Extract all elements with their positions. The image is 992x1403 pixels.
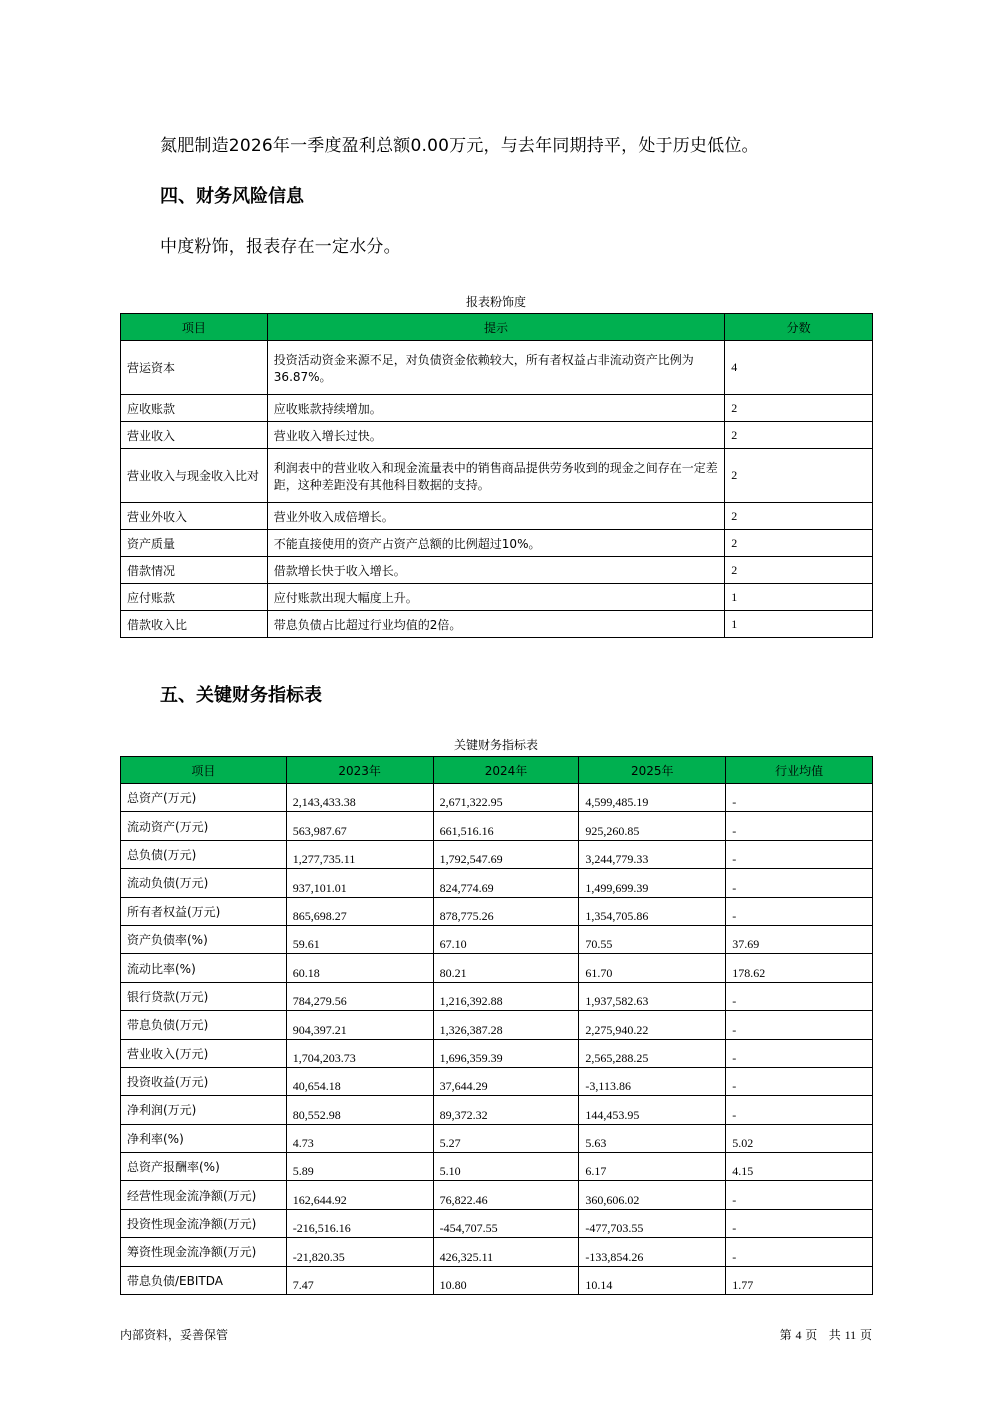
kpi-row-2024: 661,516.16 xyxy=(433,812,579,840)
kpi-row-2023: 904,397.21 xyxy=(286,1011,433,1039)
kpi-col-2025: 2025年 xyxy=(579,757,726,784)
kpi-col-average: 行业均值 xyxy=(726,757,873,784)
risk-row-item: 应收账款 xyxy=(121,395,268,422)
kpi-row-2025: -477,703.55 xyxy=(579,1209,726,1237)
risk-table-row xyxy=(121,530,873,557)
risk-row-score: 2 xyxy=(725,395,873,422)
kpi-row-average: - xyxy=(726,897,873,925)
kpi-row-2024: 67.10 xyxy=(433,925,579,953)
risk-row-score: 2 xyxy=(725,503,873,530)
risk-table-caption: 报表粉饰度 xyxy=(465,295,526,309)
kpi-row-2024: 2,671,322.95 xyxy=(433,784,579,812)
kpi-row-2024: 878,775.26 xyxy=(433,897,579,925)
kpi-row-2024: 426,325.11 xyxy=(433,1238,579,1266)
kpi-row-2023: 162,644.92 xyxy=(286,1181,433,1209)
kpi-row-item: 营业收入(万元) xyxy=(121,1039,287,1067)
kpi-row-2023: -216,516.16 xyxy=(286,1209,433,1237)
risk-table-row xyxy=(121,611,873,638)
risk-table xyxy=(120,313,873,638)
section-4-heading: 四、财务风险信息 xyxy=(160,186,304,207)
section-5-heading: 五、关键财务指标表 xyxy=(160,685,322,706)
risk-row-score: 2 xyxy=(725,530,873,557)
kpi-row-2024: 1,696,359.39 xyxy=(433,1039,579,1067)
kpi-row-2023: -21,820.35 xyxy=(286,1238,433,1266)
kpi-row-2025: 1,354,705.86 xyxy=(579,897,726,925)
risk-row-tip: 带息负债占比超过行业均值的2倍。 xyxy=(267,611,724,638)
kpi-row-2025: 6.17 xyxy=(579,1153,726,1181)
risk-row-item: 营运资本 xyxy=(121,341,268,395)
risk-row-score: 2 xyxy=(725,557,873,584)
kpi-table-row xyxy=(121,1238,873,1266)
kpi-row-average: - xyxy=(726,1209,873,1237)
kpi-row-average: - xyxy=(726,1181,873,1209)
kpi-col-item: 项目 xyxy=(121,757,287,784)
risk-row-score: 4 xyxy=(725,341,873,395)
kpi-row-2024: 89,372.32 xyxy=(433,1096,579,1124)
kpi-row-2024: 1,792,547.69 xyxy=(433,840,579,868)
kpi-row-2024: 37,644.29 xyxy=(433,1067,579,1095)
kpi-row-2024: -454,707.55 xyxy=(433,1209,579,1237)
kpi-row-average: 37.69 xyxy=(726,925,873,953)
kpi-row-2024: 76,822.46 xyxy=(433,1181,579,1209)
risk-row-tip: 应收账款持续增加。 xyxy=(267,395,724,422)
risk-row-item: 借款情况 xyxy=(121,557,268,584)
risk-row-tip: 营业收入增长过快。 xyxy=(267,422,724,449)
kpi-row-2025: 10.14 xyxy=(579,1266,726,1294)
kpi-row-2025: 4,599,485.19 xyxy=(579,784,726,812)
kpi-row-item: 带息负债/EBITDA xyxy=(121,1266,287,1294)
kpi-table-header xyxy=(121,757,873,784)
kpi-table-row xyxy=(121,840,873,868)
footer-page-suffix: 页 xyxy=(859,1328,872,1342)
risk-row-score: 1 xyxy=(725,611,873,638)
footer-page-prefix: 第 xyxy=(779,1328,792,1342)
risk-row-tip: 借款增长快于收入增长。 xyxy=(267,557,724,584)
kpi-row-2025: 925,260.85 xyxy=(579,812,726,840)
kpi-row-item: 筹资性现金流净额(万元) xyxy=(121,1238,287,1266)
kpi-table-row xyxy=(121,869,873,897)
risk-col-item: 项目 xyxy=(121,314,268,341)
kpi-table-row xyxy=(121,1153,873,1181)
kpi-row-item: 流动资产(万元) xyxy=(121,812,287,840)
kpi-row-2025: 360,606.02 xyxy=(579,1181,726,1209)
kpi-row-2025: 3,244,779.33 xyxy=(579,840,726,868)
risk-row-score: 2 xyxy=(725,449,873,503)
kpi-row-average: - xyxy=(726,1096,873,1124)
footer-page-mid: 页 xyxy=(805,1328,818,1342)
risk-row-score: 2 xyxy=(725,422,873,449)
risk-row-tip: 不能直接使用的资产占资产总额的比例超过10%。 xyxy=(267,530,724,557)
kpi-row-2023: 7.47 xyxy=(286,1266,433,1294)
kpi-row-average: - xyxy=(726,869,873,897)
risk-row-score: 1 xyxy=(725,584,873,611)
risk-row-item: 营业收入与现金收入比对 xyxy=(121,449,268,503)
risk-row-item: 借款收入比 xyxy=(121,611,268,638)
kpi-row-2024: 5.27 xyxy=(433,1124,579,1152)
kpi-row-2023: 2,143,433.38 xyxy=(286,784,433,812)
kpi-table-row xyxy=(121,1067,873,1095)
kpi-row-average: - xyxy=(726,1039,873,1067)
kpi-row-2024: 10.80 xyxy=(433,1266,579,1294)
kpi-row-2024: 824,774.69 xyxy=(433,869,579,897)
kpi-row-item: 银行贷款(万元) xyxy=(121,982,287,1010)
risk-table-row xyxy=(121,584,873,611)
kpi-table-row xyxy=(121,1124,873,1152)
kpi-table-row xyxy=(121,897,873,925)
risk-table-header xyxy=(121,314,873,341)
kpi-table-row xyxy=(121,982,873,1010)
kpi-row-item: 净利率(%) xyxy=(121,1124,287,1152)
kpi-table-row xyxy=(121,954,873,982)
kpi-row-2023: 784,279.56 xyxy=(286,982,433,1010)
kpi-row-2025: 61.70 xyxy=(579,954,726,982)
kpi-row-item: 流动比率(%) xyxy=(121,954,287,982)
kpi-row-2023: 80,552.98 xyxy=(286,1096,433,1124)
kpi-table-row xyxy=(121,1181,873,1209)
risk-table-row xyxy=(121,341,873,395)
kpi-row-item: 所有者权益(万元) xyxy=(121,897,287,925)
kpi-row-2023: 59.61 xyxy=(286,925,433,953)
kpi-row-item: 净利润(万元) xyxy=(121,1096,287,1124)
footer-confidential-note: 内部资料，妥善保管 xyxy=(120,1328,229,1342)
risk-row-tip: 营业外收入成倍增长。 xyxy=(267,503,724,530)
risk-table-row xyxy=(121,422,873,449)
footer-page-number xyxy=(780,1326,872,1343)
risk-table-row xyxy=(121,449,873,503)
kpi-row-2024: 1,216,392.88 xyxy=(433,982,579,1010)
kpi-table xyxy=(120,756,873,1295)
risk-row-item: 营业收入 xyxy=(121,422,268,449)
footer-page-current: 4 xyxy=(795,1328,802,1342)
kpi-row-2023: 40,654.18 xyxy=(286,1067,433,1095)
footer-page-total: 11 xyxy=(844,1328,857,1342)
kpi-row-2023: 937,101.01 xyxy=(286,869,433,897)
risk-row-tip: 应付账款出现大幅度上升。 xyxy=(267,584,724,611)
kpi-row-2024: 80.21 xyxy=(433,954,579,982)
kpi-row-2025: 1,499,699.39 xyxy=(579,869,726,897)
kpi-table-row xyxy=(121,784,873,812)
kpi-table-row xyxy=(121,925,873,953)
kpi-table-caption: 关键财务指标表 xyxy=(453,738,538,752)
kpi-row-2024: 5.10 xyxy=(433,1153,579,1181)
risk-row-item: 营业外收入 xyxy=(121,503,268,530)
kpi-row-2024: 1,326,387.28 xyxy=(433,1011,579,1039)
risk-table-row xyxy=(121,395,873,422)
risk-table-row xyxy=(121,503,873,530)
kpi-row-average: 178.62 xyxy=(726,954,873,982)
kpi-row-2025: -3,113.86 xyxy=(579,1067,726,1095)
kpi-row-2023: 4.73 xyxy=(286,1124,433,1152)
kpi-row-average: - xyxy=(726,1011,873,1039)
risk-table-row xyxy=(121,557,873,584)
risk-summary: 中度粉饰，报表存在一定水分。 xyxy=(160,237,401,257)
kpi-row-2025: 2,565,288.25 xyxy=(579,1039,726,1067)
kpi-row-2023: 1,704,203.73 xyxy=(286,1039,433,1067)
kpi-table-row xyxy=(121,1096,873,1124)
kpi-table-row xyxy=(121,812,873,840)
kpi-row-item: 总资产(万元) xyxy=(121,784,287,812)
kpi-row-item: 经营性现金流净额(万元) xyxy=(121,1181,287,1209)
kpi-table-row xyxy=(121,1209,873,1237)
risk-row-item: 资产质量 xyxy=(121,530,268,557)
kpi-row-item: 带息负债(万元) xyxy=(121,1011,287,1039)
kpi-row-2023: 60.18 xyxy=(286,954,433,982)
kpi-row-average: 1.77 xyxy=(726,1266,873,1294)
kpi-col-2024: 2024年 xyxy=(433,757,579,784)
kpi-row-2025: -133,854.26 xyxy=(579,1238,726,1266)
kpi-table-row xyxy=(121,1266,873,1294)
kpi-row-2025: 144,453.95 xyxy=(579,1096,726,1124)
kpi-row-item: 投资收益(万元) xyxy=(121,1067,287,1095)
kpi-row-average: - xyxy=(726,1067,873,1095)
kpi-table-row xyxy=(121,1011,873,1039)
kpi-row-item: 投资性现金流净额(万元) xyxy=(121,1209,287,1237)
kpi-row-2023: 865,698.27 xyxy=(286,897,433,925)
kpi-row-average: 4.15 xyxy=(726,1153,873,1181)
footer-total-prefix: 共 xyxy=(828,1328,841,1342)
risk-row-tip: 利润表中的营业收入和现金流量表中的销售商品提供劳务收到的现金之间存在一定差距，这种差距没有其他科目数据的支持。 xyxy=(267,449,724,503)
kpi-row-item: 总资产报酬率(%) xyxy=(121,1153,287,1181)
risk-row-item: 应付账款 xyxy=(121,584,268,611)
kpi-row-2025: 70.55 xyxy=(579,925,726,953)
kpi-row-2023: 5.89 xyxy=(286,1153,433,1181)
kpi-row-2025: 2,275,940.22 xyxy=(579,1011,726,1039)
kpi-row-2023: 563,987.67 xyxy=(286,812,433,840)
kpi-row-2025: 5.63 xyxy=(579,1124,726,1152)
kpi-row-2023: 1,277,735.11 xyxy=(286,840,433,868)
kpi-row-2025: 1,937,582.63 xyxy=(579,982,726,1010)
kpi-row-item: 总负债(万元) xyxy=(121,840,287,868)
risk-col-score: 分数 xyxy=(725,314,873,341)
kpi-row-average: - xyxy=(726,982,873,1010)
intro-paragraph: 氮肥制造2026年一季度盈利总额0.00万元，与去年同期持平，处于历史低位。 xyxy=(160,136,759,156)
kpi-row-item: 流动负债(万元) xyxy=(121,869,287,897)
kpi-row-average: - xyxy=(726,1238,873,1266)
kpi-row-average: - xyxy=(726,784,873,812)
kpi-col-2023: 2023年 xyxy=(286,757,433,784)
kpi-table-row xyxy=(121,1039,873,1067)
kpi-row-average: 5.02 xyxy=(726,1124,873,1152)
risk-col-tip: 提示 xyxy=(267,314,724,341)
kpi-row-average: - xyxy=(726,840,873,868)
kpi-row-item: 资产负债率(%) xyxy=(121,925,287,953)
risk-row-tip: 投资活动资金来源不足，对负债资金依赖较大，所有者权益占非流动资产比例为36.87%。 xyxy=(267,341,724,395)
kpi-row-average: - xyxy=(726,812,873,840)
